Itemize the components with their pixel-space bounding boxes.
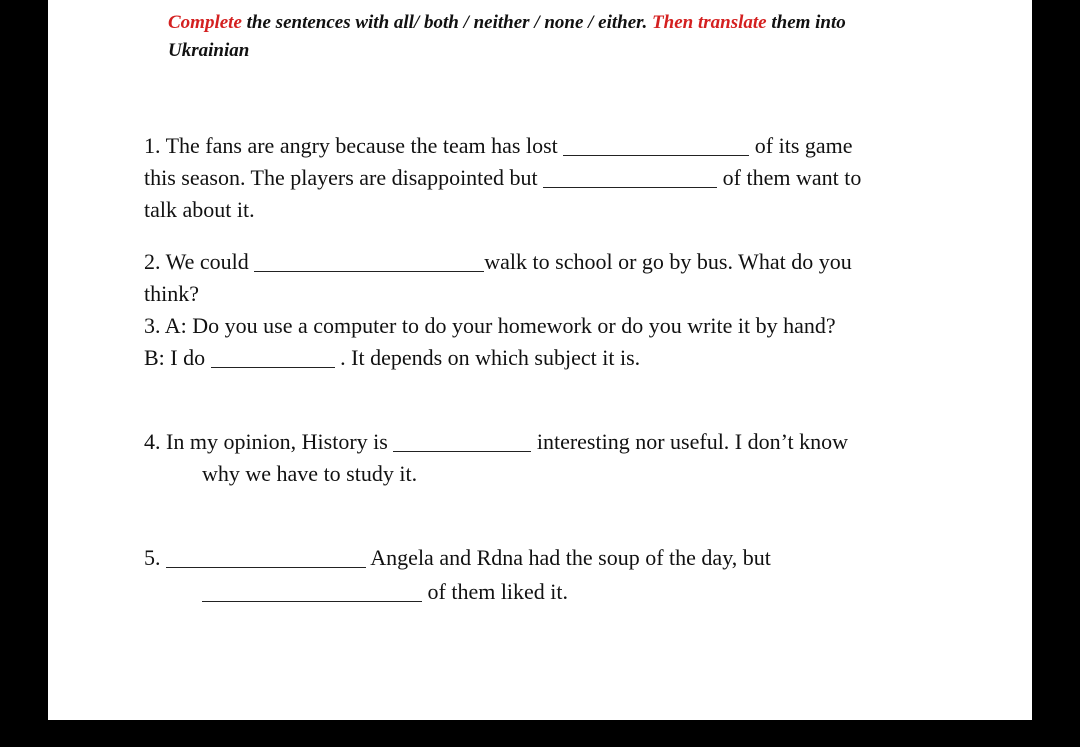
- q5-text-1a: 5.: [144, 545, 166, 570]
- q1-line-3: talk about it.: [144, 197, 255, 222]
- q4-blank-1[interactable]: [393, 431, 531, 452]
- q2-text-1a: 2. We could: [144, 249, 255, 274]
- worksheet-page: [48, 0, 1032, 720]
- q1-blank-2[interactable]: [543, 167, 717, 188]
- instructions-translate: Then translate: [652, 12, 767, 33]
- q2-text-1b: walk to school or go by bus. What do you: [484, 249, 852, 274]
- q5-line-2: [202, 576, 568, 608]
- q2-line-2: think?: [144, 281, 199, 306]
- q4-text-1b: interesting nor useful. I don’t know: [531, 429, 849, 454]
- q1-blank-1[interactable]: [563, 135, 749, 156]
- q3-text-2a: B: I do: [144, 345, 211, 370]
- q5-blank-1[interactable]: [166, 547, 366, 568]
- instructions-complete: Complete: [168, 12, 242, 33]
- q5-text-2: of them liked it.: [422, 579, 569, 604]
- q4-line-2: why we have to study it.: [202, 461, 418, 486]
- q4-text-1a: 4. In my opinion, History is: [144, 429, 394, 454]
- instructions-text-end: them into: [766, 12, 846, 33]
- q1-text-2b: of them want to: [717, 165, 862, 190]
- instructions-text: the sentences with all/ both / neither / none / either.: [241, 12, 653, 33]
- q1-line-2: [144, 162, 861, 194]
- q2-line-1: [144, 246, 852, 278]
- instructions-line-1: [168, 9, 846, 37]
- q5-line-1: [144, 542, 771, 574]
- q3-line-1: 3. A: Do you use a computer to do your homework or do you write it by hand?: [144, 313, 836, 338]
- q3-line-2: [144, 342, 640, 374]
- q1-text-1a: 1. The fans are angry because the team has lost: [144, 133, 564, 158]
- q5-blank-2[interactable]: [202, 581, 422, 602]
- q1-text-1b: of its game: [749, 133, 853, 158]
- q3-blank-1[interactable]: [211, 347, 335, 368]
- q1-line-1: [144, 130, 853, 162]
- q3-text-2b: . It depends on which subject it is.: [334, 345, 641, 370]
- q4-line-1: [144, 426, 848, 458]
- instructions-line-2: Ukrainian: [168, 40, 250, 61]
- q5-text-1b: Angela and Rdna had the soup of the day, but: [366, 545, 771, 570]
- q1-text-2a: this season. The players are disappointed but: [144, 165, 544, 190]
- q2-blank-1[interactable]: [254, 251, 484, 272]
